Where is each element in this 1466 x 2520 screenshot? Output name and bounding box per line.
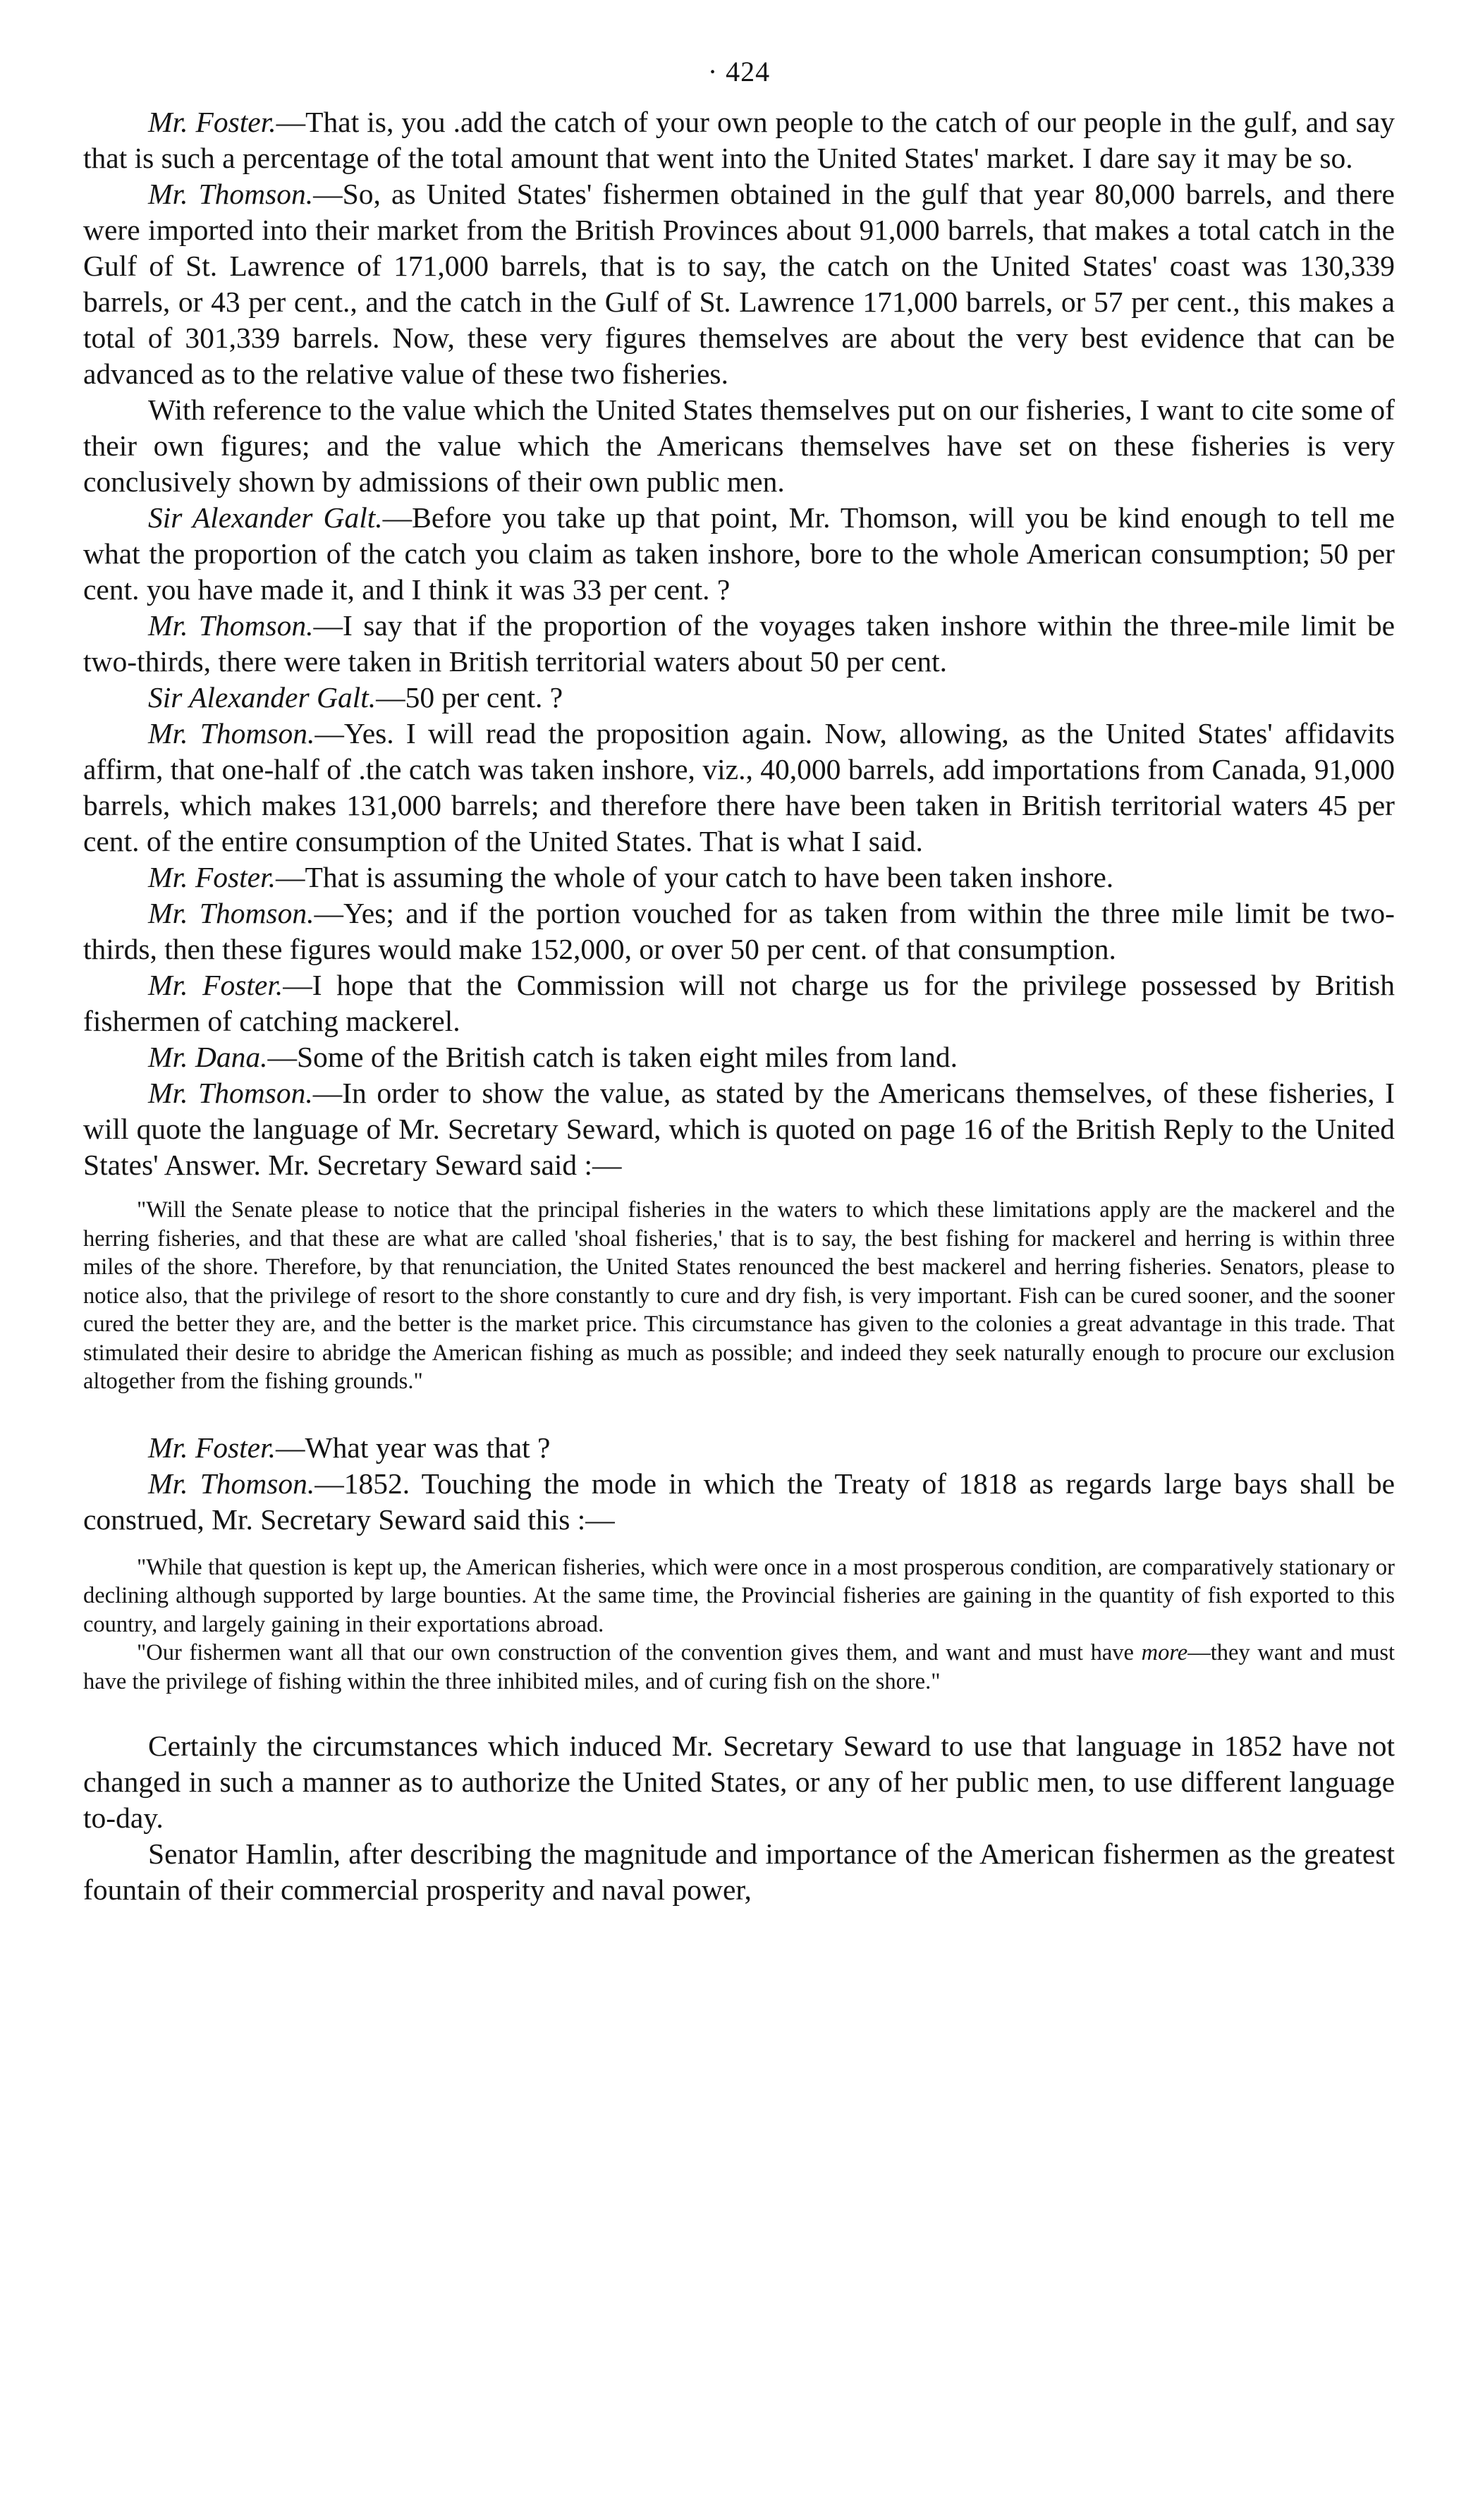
paragraph [83, 176, 1395, 392]
paragraph [83, 392, 1395, 500]
paragraph [83, 1039, 1395, 1075]
speaker-name: Mr. Dana. [148, 1041, 268, 1073]
paragraph-text: —1852. Touching the mode in which the Treaty of 1818 as regards large bays shall be construed, Mr. Secretary Seward said this :— [83, 1467, 1395, 1536]
paragraph [83, 895, 1395, 967]
speaker-name: Sir Alexander Galt. [148, 501, 383, 534]
speaker-name: Mr. Thomson. [148, 178, 314, 210]
quote-text: "Our fishermen want all that our own construction of the convention gives them, and want and must have [137, 1640, 1142, 1665]
paragraph-text: —That is assuming the whole of your catch to have been taken inshore. [276, 861, 1114, 893]
paragraph-text: —I hope that the Commission will not charge us for the privilege possessed by British fishermen of catching mackerel. [83, 969, 1395, 1037]
block-quote-seward-1 [83, 1196, 1395, 1396]
quote-paragraph [83, 1639, 1395, 1696]
speaker-name: Mr. Foster. [148, 861, 276, 893]
speaker-name: Mr. Foster. [148, 1431, 276, 1464]
speaker-name: Mr. Thomson. [148, 609, 314, 642]
paragraph [83, 716, 1395, 860]
speaker-name: Mr. Foster. [148, 106, 276, 138]
speaker-name: Mr. Thomson. [148, 897, 314, 929]
paragraph [83, 104, 1395, 176]
speaker-name: Mr. Thomson. [148, 717, 315, 750]
paragraph-text: —Before you take up that point, Mr. Thomson, will you be kind enough to tell me what the proportion of the catch you claim as taken inshore, bore to the whole American consumption; 50 per cent. you have made it, and I think it was 33 per cent. ? [83, 501, 1395, 606]
dialogue-section-2 [83, 1430, 1395, 1538]
paragraph-text: —Yes. I will read the proposition again. Now, allowing, as the United States' affidavits affirm, that one-half of .the catch was taken inshore, viz., 40,000 barrels, add importations from Canada, 91,000 barrels, which makes 131,000 barrels; and therefore there have been taken in British territorial waters 45 per cent. of the entire consumption of the United States. That is what I said. [83, 717, 1395, 857]
quote-text: —they want and must have the privilege of fishing within the three inhibited miles, and of curing fish on the shore." [83, 1640, 1395, 1694]
paragraph-text: —What year was that ? [276, 1431, 551, 1464]
page-number: · 424 [707, 56, 771, 87]
speaker-name: Mr. Thomson. [148, 1467, 315, 1500]
paragraph-text: Certainly the circumstances which induced Mr. Secretary Seward to use that language in 1852 have not changed in such a manner as to authorize the United States, or any of her public men, to use different language to-day. [83, 1730, 1395, 1834]
paragraph [83, 1466, 1395, 1538]
paragraph-text: —In order to show the value, as stated by the Americans themselves, of these fisheries, I will quote the language of Mr. Secretary Seward, which is quoted on page 16 of the British Reply to the United States' Answer. Mr. Secretary Seward said :— [83, 1077, 1395, 1181]
paragraph-text: —I say that if the proportion of the voyages taken inshore within the three-mile limit be two-thirds, there were taken in British territorial waters about 50 per cent. [83, 609, 1395, 678]
paragraph [83, 1728, 1395, 1836]
paragraph [83, 500, 1395, 608]
paragraph [83, 1075, 1395, 1183]
dialogue-section-3 [83, 1728, 1395, 1908]
block-quote-seward-2 [83, 1553, 1395, 1696]
paragraph-text: Senator Hamlin, after describing the magnitude and importance of the American fishermen as the greatest fountain of their commercial prosperity and naval power, [83, 1837, 1395, 1906]
paragraph [83, 608, 1395, 680]
speaker-name: Mr. Foster. [148, 969, 283, 1001]
paragraph-text: With reference to the value which the United States themselves put on our fisheries, I want to cite some of their own figures; and the value which the Americans themselves have set on these fisheries is very conclusively shown by admissions of their own public men. [83, 393, 1395, 498]
paragraph [83, 967, 1395, 1039]
paragraph-text: —Some of the British catch is taken eight miles from land. [267, 1041, 958, 1073]
paragraph-text: —Yes; and if the portion vouched for as taken from within the three mile limit be two-thirds, then these figures would make 152,000, or over 50 per cent. of that consumption. [83, 897, 1395, 965]
paragraph [83, 1836, 1395, 1908]
speaker-name: Sir Alexander Galt. [148, 681, 377, 714]
paragraph [83, 1430, 1395, 1466]
speaker-name: Mr. Thomson. [148, 1077, 313, 1109]
document-page [83, 51, 1395, 1908]
paragraph-text: —That is, you .add the catch of your own people to the catch of our people in the gulf, and say that is such a percentage of the total amount that went into the United States' market. I dare say it may be so. [83, 106, 1395, 174]
paragraph-text: —50 per cent. ? [376, 681, 563, 714]
quote-paragraph: "Will the Senate please to notice that the principal fisheries in the waters to which these limitations apply are the mackerel and the herring fisheries, and that these are what are called 'shoal fisheries,' that is to say, the best fishing for mackerel and herring is within three miles of the shore. Therefore, by that renunciation, the United States renounced the best mackerel and herring fisheries. Senators, please to notice also, that the privilege of resort to the shore constantly to cure and dry fish, is very important. Fish can be cured sooner, and the sooner cured the better they are, and the better is the market price. This circumstance has given to the colonies a great advantage in this trade. That stimulated their desire to abridge the American fishing as much as possible; and indeed they seek naturally enough to procure our exclusion altogether from the fishing grounds." [83, 1197, 1395, 1394]
dialogue-section-1 [83, 104, 1395, 1183]
emphasis-text: more [1141, 1640, 1188, 1665]
paragraph-text: —So, as United States' fishermen obtained in the gulf that year 80,000 barrels, and there were imported into their market from the British Provinces about 91,000 barrels, that makes a total catch in the Gulf of St. Lawrence of 171,000 barrels, that is to say, the catch on the United States' coast was 130,339 barrels, or 43 per cent., and the catch in the Gulf of St. Lawrence 171,000 barrels, or 57 per cent., this makes a total of 301,339 barrels. Now, these very figures themselves are about the very best evidence that can be advanced as to the relative value of these two fisheries. [83, 178, 1395, 390]
paragraph [83, 860, 1395, 895]
quote-paragraph: "While that question is kept up, the American fisheries, which were once in a most prosperous condition, are comparatively stationary or declining although supported by large bounties. At the same time, the Provincial fisheries are gaining in the quantity of fish exported to this country, and largely gaining in their exportations abroad. [83, 1554, 1395, 1637]
paragraph [83, 680, 1395, 716]
